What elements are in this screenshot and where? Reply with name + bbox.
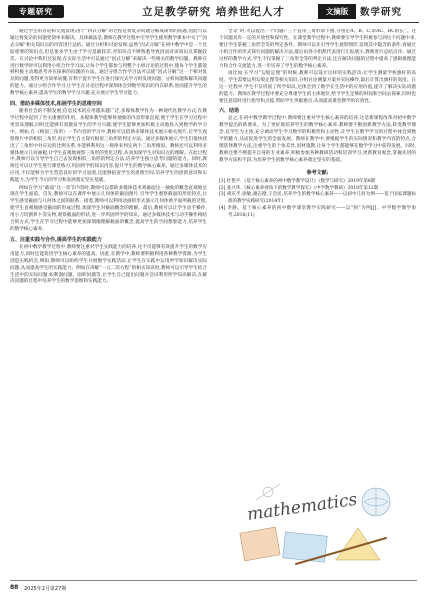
paragraph: 通过学生的讨论和交流发现:由于“四式分解”的过程是将复杂问题分解成简单的问题,因此可以通过将复杂的问题变简单来解决。具体做法是,教师在教学过程中引导学生使用数学课本中关于“因式分解”相关知识点的内容进行总结。通过分析和讨论发现:虽然“因式分解”在初中数学中是一个比较重要的知识点,但是很多学生由于学习基础较差,对知识点不够熟悉导致因而对该知识点掌握较差。在讨论中我们还发现:在实际生活中可以通过“因式分解”来解决一些相关的数学问题。教师在进行数学时可以利用小组合作学习法,让每个学生都参与到整个小组讨论的过程中,使每个学生都能够积极主动地思考并在探索的问题的方法。通过分组合作学习法可以使“因式分解”这一个相对复杂的问题,变得更为简单易懂,有利于提升学生在进行探究式学习时发现问题、分析问题和解决问题的能力。通过小组合作学习,让学生在讨论过程中深刻体会到数学知识的内在联系,进而提升学生的数学核心素养,提高学生的数学学习兴趣,充分展示学生学习能力。 (10, 29, 207, 97)
page-footer (10, 580, 417, 594)
section-heading: 四、借助多媒体技术,拓展学生的思维空间 (10, 101, 102, 108)
journal-slogan: 立足教学研究 培养世纪人才 (142, 6, 285, 18)
page-header (0, 0, 427, 24)
paragraph: 在初中数学教学过程中,教师要注重对学生实践能力的培养,这不仅能够有效提升学生的数学应用能力,同时还能促进学生核心素养的提高。因此,在教学中,教师要积极利用各种教学资源,为学生创造实践机会,例如,教师可以组织学生开展数学实践活动,让学生在实践中运用所学知识解决实际问题,从而提高学生的实践能力。例如在讲解“一元二次方程”的相关知识时,教师可以引导学生结合生活中的实际问题,如利润问题、面积问题等,让学生自己提出问题并尝试利用所学知识解决,在解决问题的过程中培养学生的数学思维和实践能力。 (10, 244, 207, 285)
section-name: 数学研究 (360, 7, 403, 18)
paragraph: 例如在学习“截面”这一章节内容时,教师可以借助多媒体技术将截面这一抽象的概念直观地呈现在学生面前。首先,教师可以在课件中展示几何体的截面图片,引导学生观察截面的形状特点,让学生感受截面与几何体之间的联系。接着,教师可以利用动画的形式演示几何体被平面所截的过程,使学生直观地感受截面的形成过程,加深学生对截面概念的理解。最后,教师可以让学生动手操作,用小刀切割萝卜等实物,观察截面的形状,进一步巩固所学的知识。通过多媒体技术与动手操作相结合的方式,学生在学习过程中能够更加深刻地理解截面的概念,提高学生的空间想象能力,培养学生的数学核心素养。 (10, 185, 207, 232)
paragraph: 全等”时,可以提出一个问题:“三个直角三角形如下图,分别是A、B、C,求AC、BC的长”。这个问题具有一定的开放性和探究性。在课堂教学过程中,教师要引导学生积极参与到这个问题中来,要让学生掌握三角形全等的判定条件。教师可以先引导学生观察图形,发现其中隐含的条件,再通过小组合作的形式探究问题的解决方法,最后由各小组派代表进行汇报展示,教师进行总结点评。通过这样的教学方式,学生不仅掌握了三角形全等的判定方法,还在解决问题的过程中提高了逻辑推理能力和合作交流能力,进一步培养了学生的数学核心素养。 (219, 29, 416, 69)
left-column (10, 29, 207, 574)
paragraph: 再比如,在学习“勾股定理”的时候,教师可以设计这样的实践活动:让学生测量学校旗杆的高度。学生需要运用勾股定理等相关知识,分组讨论测量方案并实际操作,最后计算出旗杆的高度。在这一过程中,学生不仅巩固了所学知识,还体会到了数学在生活中的应用价值,提升了解决实际问题的能力。教师在教学过程中要充分尊重学生的主体地位,给予学生足够的时间和空间去探索,同时也要注意适时进行指导和点拨,帮助学生突破难点,从而提高课堂教学的有效性。 (219, 70, 416, 104)
section-heading: 六、结语 (219, 108, 240, 115)
edition-badge: 文摘版 (318, 4, 356, 19)
triangle-ruler-icon (336, 528, 380, 560)
reference-item: [3] 胡庆平,徐敏,谢志德,王会民,培养学生的数学核心素养——以初中几何为例——基于国家课题标准的教学实践研究(2014年) (219, 192, 416, 205)
reference-item: [2] 张兴华.《核心素养视角下的数学教学探究》《中学数学教研》2018年第12期 (219, 185, 379, 191)
column-tag: 专题研究 (8, 5, 64, 18)
references-title: 参考文献: (306, 169, 329, 176)
reference-item: [4] 李静。基于核心素养的初中数学课堂教学实践研究——以“圆”为例[J]。中学数学教学参考,2016(11) (219, 206, 416, 218)
paragraph: 总之,在初中数学教学过程中,教师要注重对学生核心素养的培养,这是新课程改革对初中数学教学提出的新要求。为了更好地培养学生的数学核心素养,教师要不断创新教学方法,转变教学理念,以学生为主体,充分调动学生学习数学的积极性和主动性,让学生在数学学习的过程中体会到数学的魅力,从而促进学生的全面发展。教师在教学中,要根据学生的实际情况和教学内容的特点,合理选择教学方法,注重学生的个体差异,因材施教,让每个学生都能够在数学学习中获得发展。同时,教师还要不断提升自身的专业素养,积极参加各种教研活动和培训学习,更新教育观念,掌握先进的教学方法和手段,为培养学生的数学核心素养奠定坚实的基础。 (219, 116, 416, 163)
section-heading: 五、注重实践与合作,提高学生的实践能力 (10, 236, 102, 243)
paragraph: 随着社会的不断发展,信息技术的应用越来越广泛,多媒体教学作为一种现代化教学方式,在教学过程中起到了至关重要的作用。多媒体教学能够将抽象的内容形象直观,便于学生在学习过程中更容易理解,同时还能够有效激发学生的学习兴趣,使学生能够更加积极主动地投入到数学的学习中。例如,在《相似三角形》一节内容的学习中,教师可以借助多媒体技术展示相关图片,让学生观察图片中的相似三角形,再让学生自主探究相似三角形的判定方法。通过多媒体展示,学生们很快找出了三角形中对应边的比例关系,并能够利用这一规律来判定两个三角形相似。教师还可以利用多媒体展示几何画板,让学生直观地观察三角形的变化过程,从而加深学生对知识点的理解。在此过程中,教师可以引导学生自己去发现相似三角形的判定方法,培养学生独立思考问题的能力。同时,教师还可以让学生进行课堂练习,巩固所学的知识内容,提升学生的数学核心素养。通过多媒体技术的应用,不仅能够为学生营造良好的学习氛围,还能够拓宽学生的思维空间,培养学生的创新意识和实践能力,为学生今后的学习和发展奠定坚实基础。 (10, 109, 207, 184)
page-number: 88 (10, 584, 19, 591)
mathematics-illustration (236, 478, 396, 570)
reference-item: [1] 杜艳平.《基于核心素养的初中数学教学设计》《数学与研究》2019年第8期 (219, 178, 376, 184)
illustration-title: mathematics (245, 489, 359, 525)
header-divider (8, 22, 419, 23)
issue-info: 2025年2月第27期 (24, 585, 67, 592)
book-icon (240, 527, 280, 561)
